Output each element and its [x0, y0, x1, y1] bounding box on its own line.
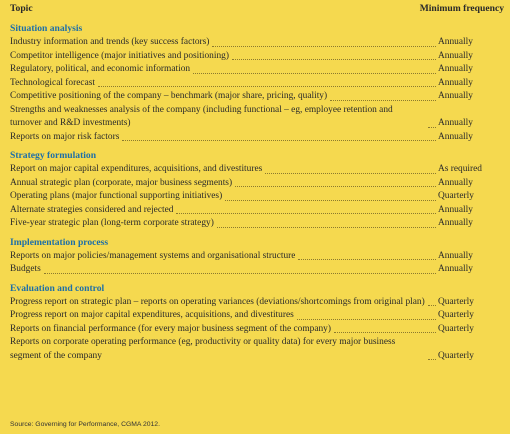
row-topic: Regulatory, political, and economic information — [10, 64, 191, 74]
row-frequency: Annually — [438, 131, 473, 142]
table-row — [10, 36, 504, 50]
dot-leader — [428, 305, 436, 306]
table-row — [10, 90, 504, 104]
row-topic: Alternate strategies considered and rejected — [10, 204, 174, 215]
table-row — [10, 336, 504, 363]
dot-leader — [330, 100, 436, 101]
table-row — [10, 163, 504, 177]
source-note: Source: Governing for Performance, CGMA 2012. — [10, 421, 160, 428]
row-frequency: Quarterly — [438, 191, 474, 201]
row-topic: Reports on corporate operating performance (eg, productivity or quality data) for every major business segment of the company — [10, 337, 396, 361]
table-row — [10, 323, 504, 337]
table-header — [10, 3, 504, 17]
dot-leader — [334, 332, 436, 333]
row-frequency: Annually — [438, 50, 473, 61]
dot-leader — [44, 273, 436, 274]
dot-leader — [265, 173, 436, 174]
row-topic: Competitor intelligence (major initiatives and positioning) — [10, 50, 229, 61]
row-topic: Annual strategic plan (corporate, major business segments) — [10, 177, 233, 188]
row-frequency: Quarterly — [438, 323, 474, 334]
row-topic: Budgets — [10, 264, 41, 274]
row-frequency: Annually — [438, 177, 473, 188]
row-frequency: Annually — [438, 264, 473, 274]
row-topic: Reports on major policies/management systems and organisational structure — [10, 250, 296, 261]
table-row — [10, 104, 504, 131]
row-frequency: Annually — [438, 37, 473, 47]
section-title: Strategy formulation — [10, 150, 97, 161]
table-row — [10, 131, 504, 145]
dot-leader — [176, 213, 436, 214]
table-row — [10, 177, 504, 191]
row-topic: Technological forecast — [10, 77, 95, 88]
dot-leader — [428, 127, 436, 128]
row-frequency: Annually — [438, 118, 473, 128]
row-frequency: Annually — [438, 250, 473, 261]
row-frequency: Quarterly — [438, 350, 474, 361]
row-frequency: Quarterly — [438, 296, 474, 307]
section-title: Implementation process — [10, 236, 109, 248]
section-evaluation-and-control — [10, 283, 504, 364]
table-row — [10, 296, 504, 310]
row-frequency: Annually — [438, 204, 473, 215]
row-topic: Report on major capital expenditures, acquisitions, and divestitures — [10, 164, 263, 174]
row-topic: Competitive positioning of the company – benchmark (major share, pricing, quality) — [10, 91, 328, 101]
section-title: Situation analysis — [10, 23, 83, 34]
row-topic: Five-year strategic plan (long-term corporate strategy) — [10, 218, 214, 228]
table-row — [10, 309, 504, 323]
row-topic: Progress report on major capital expenditures, acquisitions, and divestitures — [10, 310, 294, 320]
table-row — [10, 217, 504, 231]
section-implementation-process — [10, 237, 504, 277]
topic-column-header: Topic — [10, 3, 33, 14]
dot-leader — [235, 186, 436, 187]
frequency-column-header: Minimum frequency — [419, 3, 504, 14]
dot-leader — [217, 227, 436, 228]
table-row — [10, 63, 504, 77]
row-frequency: Annually — [438, 218, 473, 228]
section-situation-analysis — [10, 23, 504, 144]
dot-leader — [98, 86, 436, 87]
row-topic: Reports on major risk factors — [10, 131, 120, 142]
row-frequency: As required — [438, 164, 482, 174]
dot-leader — [225, 200, 436, 201]
table-row — [10, 50, 504, 64]
table-row — [10, 204, 504, 218]
row-topic: Reports on financial performance (for every major business segment of the company) — [10, 323, 331, 334]
dot-leader — [298, 259, 436, 260]
row-frequency: Quarterly — [438, 310, 474, 320]
table-row — [10, 190, 504, 204]
dot-leader — [122, 140, 436, 141]
section-strategy-formulation — [10, 150, 504, 231]
table-row — [10, 250, 504, 264]
dot-leader — [193, 73, 436, 74]
section-title: Evaluation and control — [10, 282, 105, 294]
dot-leader — [212, 46, 436, 47]
row-frequency: Annually — [438, 77, 473, 88]
row-topic: Operating plans (major functional supporting initiatives) — [10, 191, 223, 201]
row-frequency: Annually — [438, 91, 473, 101]
dot-leader — [232, 59, 436, 60]
row-frequency: Annually — [438, 64, 473, 74]
dot-leader — [428, 359, 436, 360]
row-topic: Industry information and trends (key success factors) — [10, 37, 210, 47]
row-topic: Progress report on strategic plan – reports on operating variances (deviations/shortcomings from original plan) — [10, 296, 425, 307]
dot-leader — [297, 319, 436, 320]
table-row — [10, 77, 504, 91]
row-topic: Strengths and weaknesses analysis of the company (including functional – eg, employee retention and turnover and R&D investments) — [10, 104, 393, 128]
table-row — [10, 263, 504, 277]
